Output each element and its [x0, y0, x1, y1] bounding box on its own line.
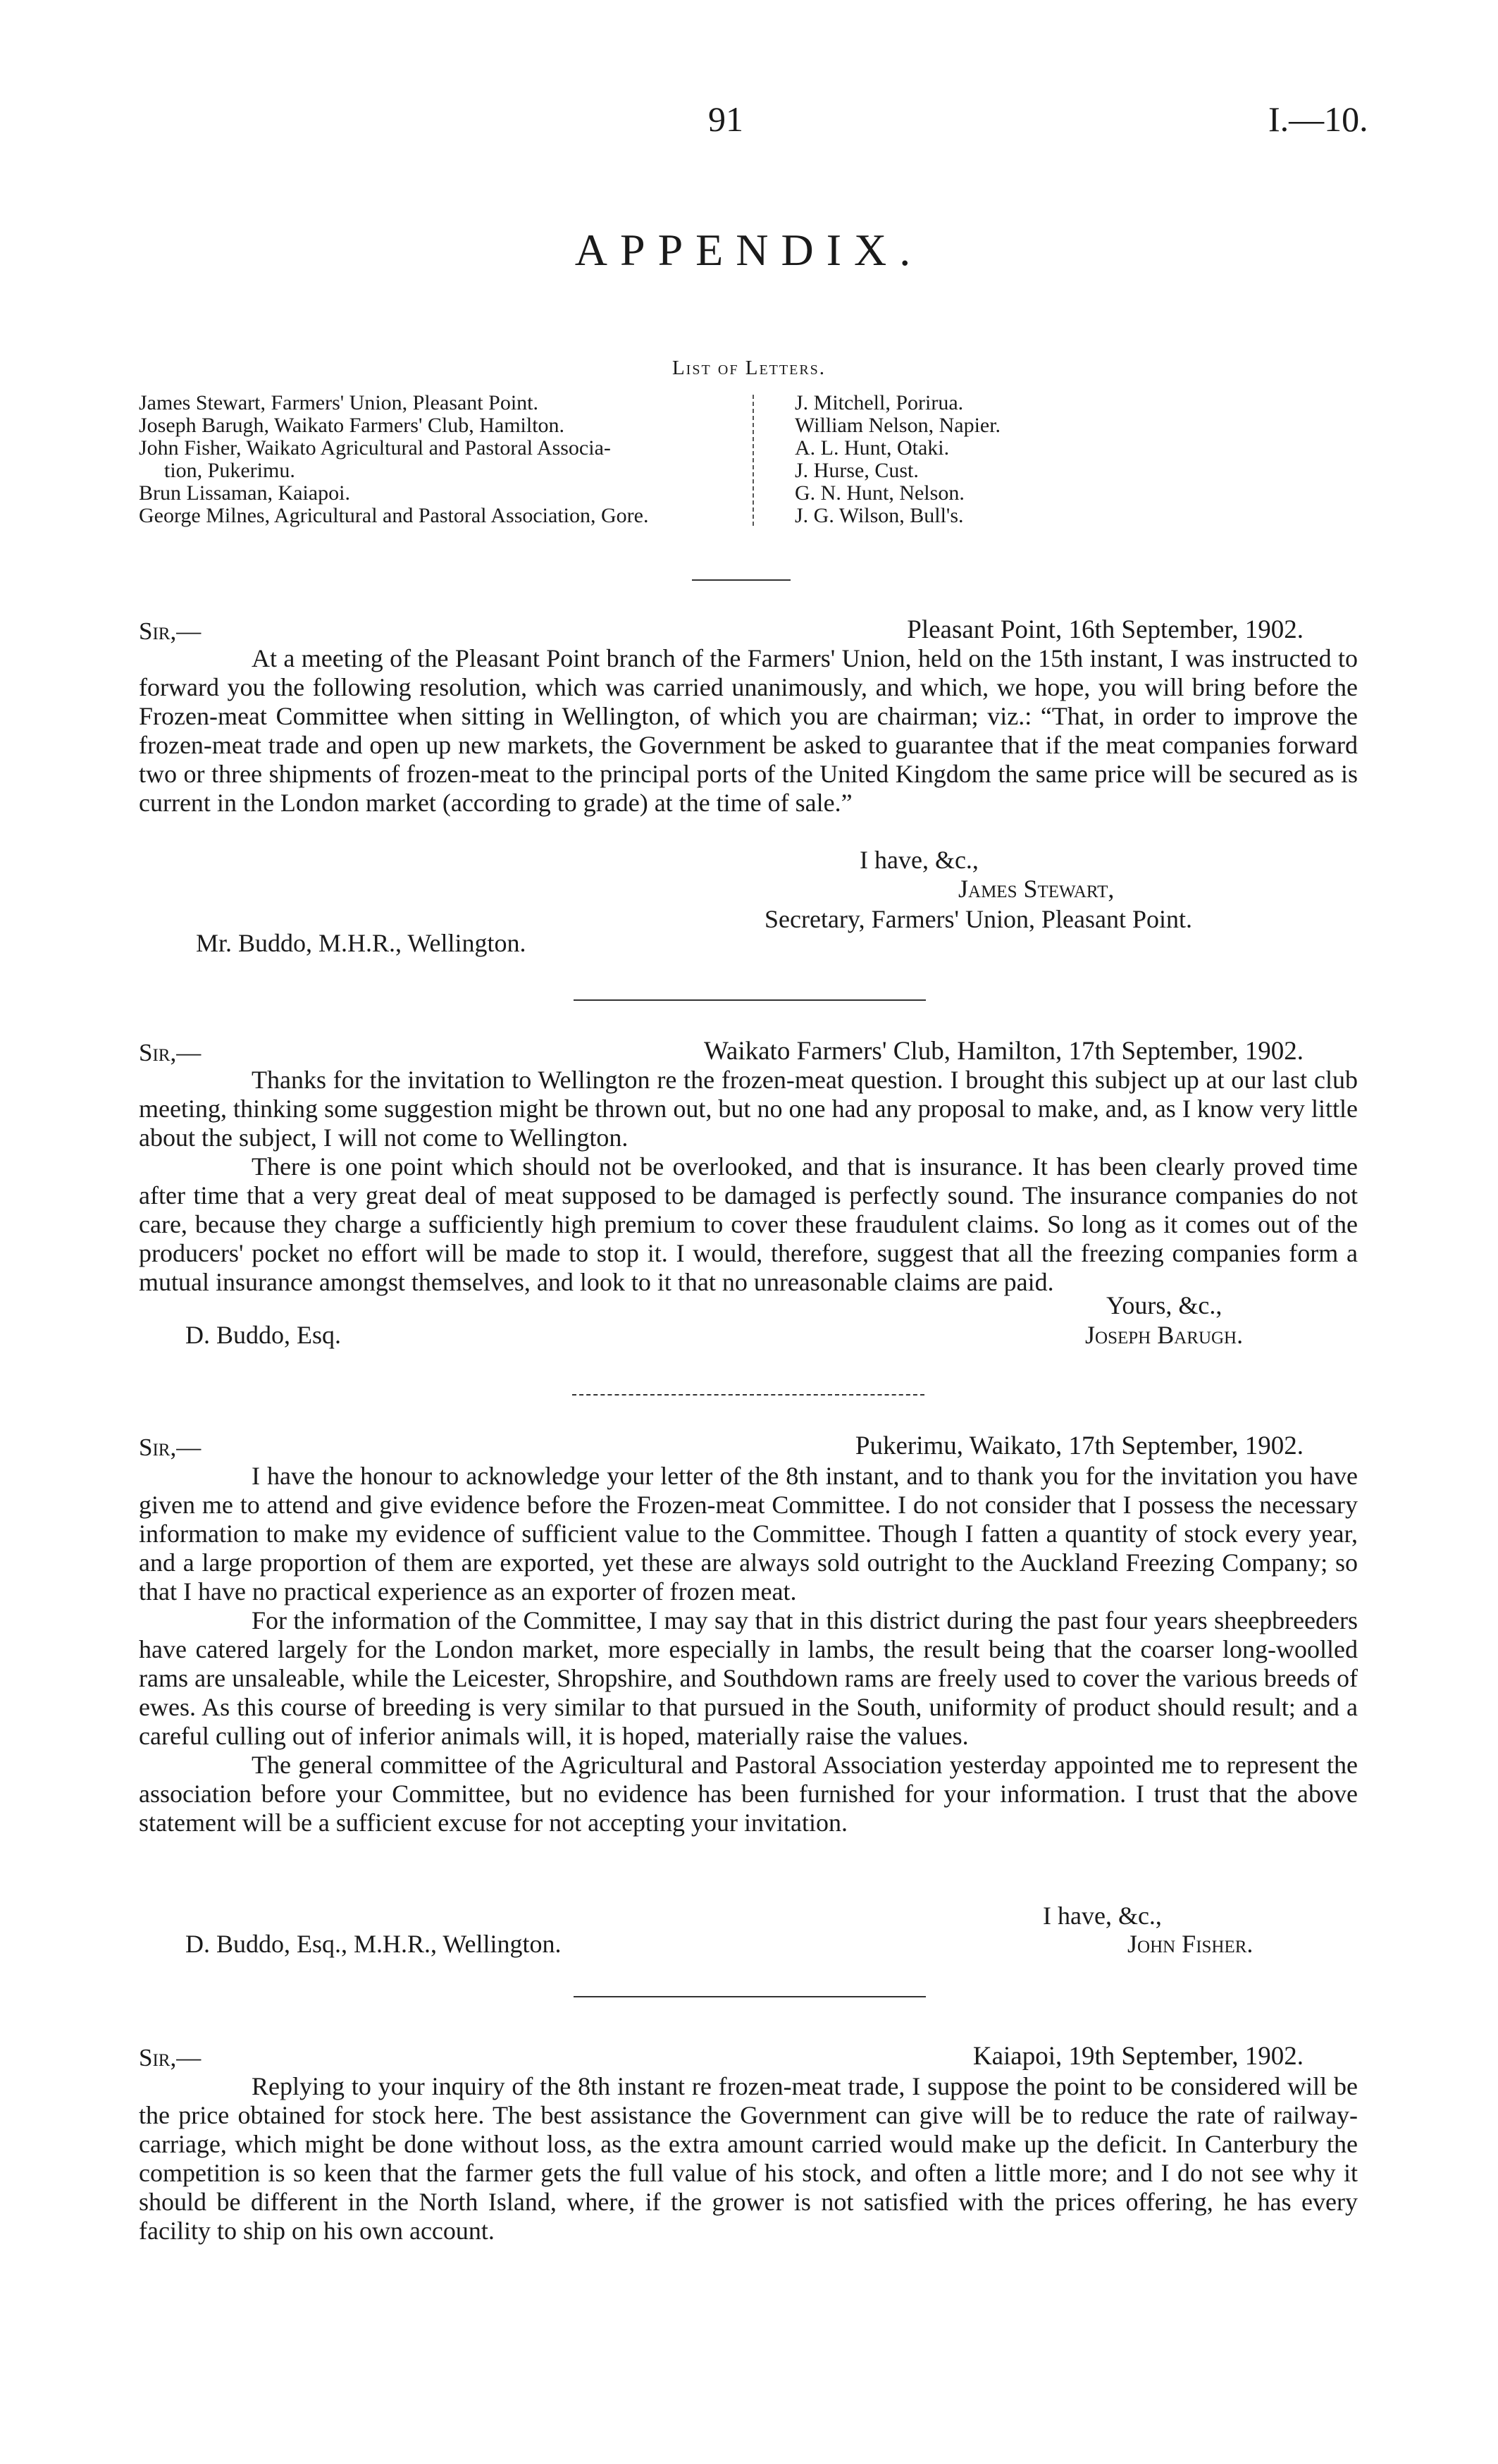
letter2-place-date: Waikato Farmers' Club, Hamilton, 17th September, 1902. — [703, 1037, 1304, 1066]
letter1-signer-title: Secretary, Farmers' Union, Pleasant Point. — [765, 905, 1193, 933]
list-divider — [753, 395, 754, 526]
letter3-salutation: Sir,— — [139, 1434, 202, 1461]
list-item: William Nelson, Napier. — [795, 414, 1001, 437]
page-number: 91 — [708, 99, 743, 139]
letters-list-left — [139, 392, 759, 527]
list-of-letters-title: List of Letters. — [671, 357, 827, 379]
list-item: J. G. Wilson, Bull's. — [795, 504, 964, 527]
letter2-body — [139, 1066, 1358, 1297]
list-item: J. Mitchell, Porirua. — [795, 391, 964, 414]
letter2-addressee: D. Buddo, Esq. — [185, 1321, 342, 1349]
page-reference: I.—10. — [1268, 99, 1368, 139]
list-item: George Milnes, Agricultural and Pastoral Association, Gore. — [139, 504, 649, 527]
letter3-signature: John Fisher. — [1127, 1930, 1254, 1958]
letter3-paragraph: The general committee of the Agricultural and Pastoral Association yesterday appointed me to represent the association before your Committee, but no evidence has been furnished for your information. I trust that the above statement will be a sufficient excuse for not accepting your invitation. — [139, 1751, 1358, 1837]
letter2-closing: Yours, &c., — [1106, 1291, 1222, 1319]
letter3-paragraph: For the information of the Committee, I may say that in this district during the past four years sheepbreeders have catered largely for the London market, more especially in lambs, the result being that the coarser long-woolled rams are unsaleable, while the Leicester, Shropshire, and Southdown rams are freely used to cover the various breeds of ewes. As this course of breeding is very similar to that pursued in the South, uniformity of product should result; and a careful culling out of inferior animals will, it is hoped, materially raise the values. — [139, 1606, 1358, 1750]
letter3-closing: I have, &c., — [1043, 1902, 1162, 1930]
list-item: John Fisher, Waikato Agricultural and Pastoral Associa- — [139, 436, 611, 460]
letters-list-right — [795, 392, 1147, 527]
letter4-body — [139, 2072, 1358, 2246]
list-item: Joseph Barugh, Waikato Farmers' Club, Hamilton. — [139, 414, 565, 437]
letter2-paragraph: There is one point which should not be overlooked, and that is insurance. It has been clearly proved time after time that a very great deal of meat supposed to be damaged is perfectly sound. The insurance companies do not care, because they charge a sufficiently high premium to cover these fraudulent claims. So long as it comes out of the producers' pocket no effort will be made to stop it. I would, therefore, suggest that all the freezing companies form a mutual insurance amongst themselves, and look to it that no unreasonable claims are paid. — [139, 1152, 1358, 1296]
letter1-place-date: Pleasant Point, 16th September, 1902. — [907, 615, 1304, 644]
list-item: James Stewart, Farmers' Union, Pleasant Point. — [139, 391, 538, 414]
list-item: G. N. Hunt, Nelson. — [795, 481, 965, 505]
list-item: Brun Lissaman, Kaiapoi. — [139, 481, 350, 505]
letter4-place-date: Kaiapoi, 19th September, 1902. — [972, 2042, 1304, 2071]
section-divider — [692, 579, 791, 581]
section-divider — [572, 1394, 924, 1396]
letter2-paragraph: Thanks for the invitation to Wellington re the frozen-meat question. I brought this subject up at our last club meeting, thinking some suggestion might be thrown out, but no one had any proposal to make, and, as I know very little about the subject, I will not come to Wellington. — [139, 1066, 1358, 1152]
letter1-salutation: Sir,— — [139, 617, 202, 645]
letter1-addressee: Mr. Buddo, M.H.R., Wellington. — [196, 929, 526, 957]
letter2-signature: Joseph Barugh. — [1085, 1321, 1244, 1349]
letter1-paragraph: At a meeting of the Pleasant Point branch of the Farmers' Union, held on the 15th instant, I was instructed to forward you the following resolution, which was carried unanimously, and which, we hope, you will bring before the Frozen-meat Committee when sitting in Wellington, of which you are chairman; viz.: “That, in order to improve the frozen-meat trade and open up new markets, the Government be asked to guarantee that if the meat companies forward two or three shipments of frozen-meat to the principal ports of the United Kingdom the same price will be secured as is current in the London market (according to grade) at the time of sale.” — [139, 644, 1358, 817]
list-item: A. L. Hunt, Otaki. — [795, 436, 950, 460]
list-item: tion, Pukerimu. — [164, 459, 295, 482]
letter2-salutation: Sir,— — [139, 1039, 202, 1066]
letter3-addressee: D. Buddo, Esq., M.H.R., Wellington. — [185, 1930, 562, 1958]
letter3-place-date: Pukerimu, Waikato, 17th September, 1902. — [855, 1431, 1304, 1460]
letter1-signature: James Stewart, — [958, 875, 1115, 903]
list-item: J. Hurse, Cust. — [795, 459, 919, 482]
letter4-salutation: Sir,— — [139, 2044, 202, 2071]
section-divider — [574, 1996, 926, 1997]
letter3-paragraph: I have the honour to acknowledge your letter of the 8th instant, and to thank you for the invitation you have given me to attend and give evidence before the Frozen-meat Committee. I do not consider that I possess the necessary information to make my evidence of sufficient value to the Committee. Though I fatten a quantity of stock every year, and a large proportion of them are exported, yet these are always sold outright to the Auckland Freezing Company; so that I have no practical experience as an exporter of frozen meat. — [139, 1462, 1358, 1606]
letter3-body — [139, 1462, 1358, 1837]
appendix-title: APPENDIX. — [574, 225, 924, 275]
section-divider — [574, 999, 926, 1001]
letter1-closing: I have, &c., — [860, 846, 979, 874]
letter4-paragraph: Replying to your inquiry of the 8th instant re frozen-meat trade, I suppose the point to be considered will be the price obtained for stock here. The best assistance the Government can give will be to reduce the rate of railway-carriage, which might be done without loss, as the extra amount carried would make up the deficit. In Canterbury the competition is so keen that the farmer gets the full value of his stock, and often a little more; and I do not see why it should be different in the North Island, where, if the grower is not satisfied with the prices offering, he has every facility to ship on his own account. — [139, 2072, 1358, 2245]
letter1-body — [139, 644, 1358, 818]
